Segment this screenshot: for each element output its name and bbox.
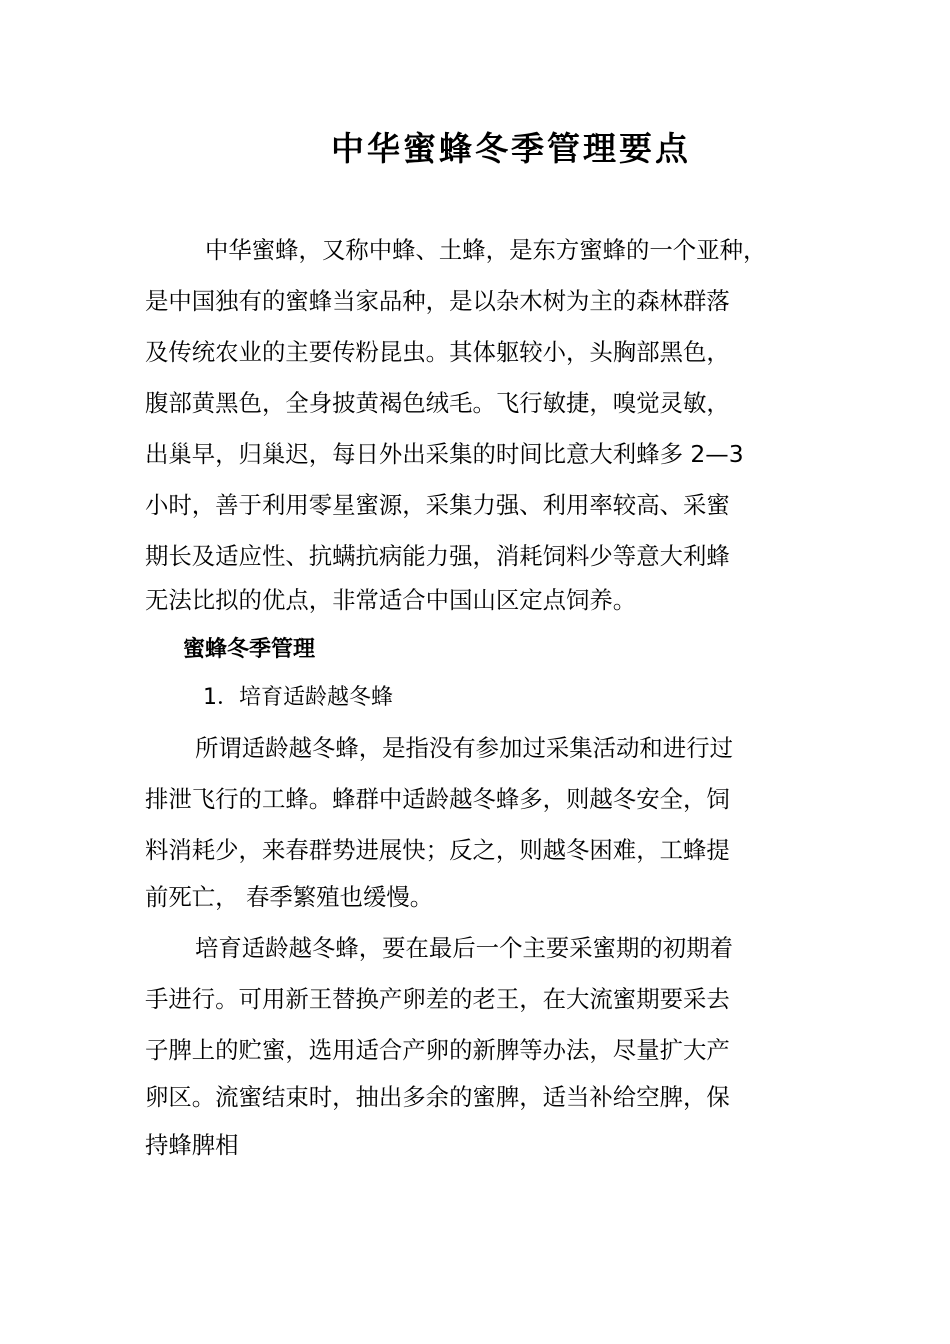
text-line: 所谓适龄越冬蜂，是指没有参加过采集活动和进行过 [195,734,733,762]
text-line: 子脾上的贮蜜，选用适合产卵的新脾等办法，尽量扩大产 [145,1036,730,1064]
text-line: 中华蜜蜂，又称中蜂、土蜂，是东方蜜蜂的一个亚种， [205,236,767,264]
subsection-heading: 1．培育适龄越冬蜂 [203,685,393,710]
text-line: 出巢早，归巢迟，每日外出采集的时间比意大利蜂多 2—3 [145,440,744,468]
text-line: 腹部黄黑色，全身披黄褐色绒毛。飞行敏捷，嗅觉灵敏， [145,389,730,417]
text-line: 无法比拟的优点，非常适合中国山区定点饲养。 [145,586,637,614]
text-line: 培育适龄越冬蜂，要在最后一个主要采蜜期的初期着 [195,934,733,962]
text-line: 手进行。可用新王替换产卵差的老王，在大流蜜期要采去 [145,985,730,1013]
text-line: 小时，善于利用零星蜜源，采集力强、利用率较高、采蜜 [145,491,730,519]
text-line: 排泄飞行的工蜂。蜂群中适龄越冬蜂多，则越冬安全，饲 [145,785,730,813]
text-line: 是中国独有的蜜蜂当家品种，是以杂木树为主的森林群落 [145,287,730,315]
text-line: 卵区。流蜜结束时，抽出多余的蜜脾，适当补给空脾，保 [145,1083,730,1111]
text-line: 持蜂脾相 [145,1131,239,1159]
text-line: 及传统农业的主要传粉昆虫。其体躯较小，头胸部黑色， [145,338,730,366]
section-heading: 蜜蜂冬季管理 [183,637,316,662]
text-line: 料消耗少，来春群势进展快；反之，则越冬困难，工蜂提 [145,836,730,864]
text-line: 期长及适应性、抗螨抗病能力强，消耗饲料少等意大利蜂 [145,542,730,570]
document-title: 中华蜜蜂冬季管理要点 [331,129,691,168]
text-line: 前死亡， 春季繁殖也缓慢。 [145,883,434,911]
